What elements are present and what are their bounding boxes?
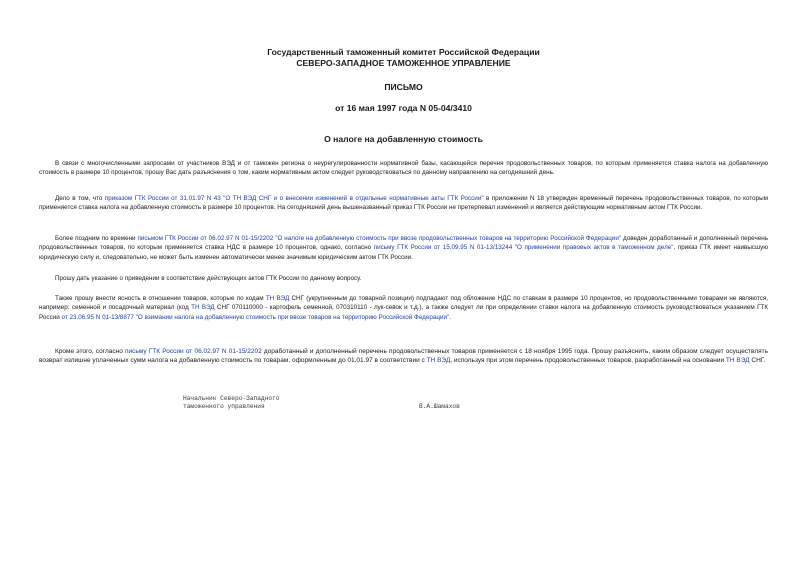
paragraph-3 <box>39 234 768 262</box>
paragraph-text: СНГ. <box>749 357 766 365</box>
paragraph-text: СНГ 070110000 - картофель семенной, 070310110 - лук-севок и т.д.), а также следует ли при определении ставки налога на добавленную стоимость руководствоваться указанием ГТК России <box>39 304 768 321</box>
agency-name: Государственный таможенный комитет Российской Федерации <box>267 47 540 57</box>
letter-8877-link[interactable]: от 23.06.95 N 01-13/8877 "О взимании налога на добавленную стоимость при ввозе товаров на территорию Российской Федерации" <box>61 313 450 321</box>
order-43-link[interactable]: приказом ГТК России от 31.01.97 N 43 "О ТН ВЭД СНГ и о внесении изменений в отдельные нормативные акты ГТК России" <box>104 195 484 202</box>
paragraph-text: Также прошу внести ясность в отношении товаров, которые по кодам <box>55 295 266 302</box>
signatory-position: Начальник Северо-Западного таможенного управления <box>183 395 280 410</box>
department-name: СЕВЕРО-ЗАПАДНОЕ ТАМОЖЕННОЕ УПРАВЛЕНИЕ <box>296 58 511 68</box>
paragraph-text: Дело в том, что <box>55 195 105 202</box>
document-type: ПИСЬМО <box>384 82 423 92</box>
paragraph-6 <box>39 347 768 366</box>
letter-13244-link[interactable]: письму ГТК России от 15.09.95 N 01-13/13244 "О применении правовых актов в таможенном деле" <box>373 244 674 252</box>
paragraph-text: доведен доработанный и дополненный перечень продовольственных товаров, по которым применяется ставка НДС в размере 10 процентов, однако, согласно <box>39 235 768 252</box>
paragraph-text: доработанный и дополненный перечень продовольственных товаров применяется с 18 ноября 1995 года. Прошу разъяснить, каким образом следует осуществлять возврат излишне уплаченных сумм налога на добавленную стоимость по товарам, оформленным до 01.01.97 в соответствии с <box>39 348 769 365</box>
paragraph-4: Прошу дать указание о приведении в соответствие действующих актов ГТК России по данному вопросу. <box>55 275 362 282</box>
paragraph-text: , приказ ГТК имеет наивысшую юридическую силу и, следовательно, не может быть изменен автоматически менее значимым юридическим актом ГТК России. <box>39 244 768 261</box>
paragraph-5 <box>39 294 768 322</box>
signatory-name: В.А.Шамахов <box>419 403 460 410</box>
letter-2202-link[interactable]: письмом ГТК России от 06.02.97 N 01-15/2202 "О налоге на добавленную стоимость при ввозе продовольственных товаров на территорию Российской Федерации" <box>137 235 622 242</box>
paragraph-1: В связи с многочисленными запросами от участников ВЭД и от таможен региона о неурегулированности нормативной базы, касающейся перечня продовольственных товаров, по которым применяется ставка налога на добавленную стоимость в размере 10 процентов, прошу Вас дать разъяснения о том, каким нормативным актом следует руководствоваться по данному направлению на сегодняшний день. <box>39 160 768 177</box>
tn-ved-link[interactable]: ТН ВЭД <box>725 357 750 365</box>
paragraph-2 <box>39 194 768 213</box>
paragraph-text: , используя при этом перечень продовольственных товаров, разработанный на основании <box>450 357 726 365</box>
tn-ved-link[interactable]: ТН ВЭД <box>191 304 215 312</box>
paragraph-text: Кроме этого, согласно <box>55 348 126 355</box>
paragraph-text: СНГ (укрупненным до товарной позиции) подпадают под обложение НДС по ставкам в размере 10 процентов, но продовольственными товарами не являются, например: семенной и посадочный материал (код <box>39 295 768 312</box>
paragraph-text: Более поздним по времени <box>55 235 138 242</box>
paragraph-text: . <box>449 313 451 321</box>
document-date: от 16 мая 1997 года N 05-04/3410 <box>335 103 472 113</box>
document-title: О налоге на добавленную стоимость <box>324 134 483 144</box>
letter-2202-link[interactable]: письму ГТК России от 06.02.97 N 01-15/2202 <box>125 348 262 355</box>
paragraph-text: в приложении N 18 утвержден временный перечень продовольственных товаров, по которым применяется ставка налога на добавленную стоимость в размере 10 процентов. На сегодняшний день вышеназванный приказ ГТК России не претерпевал изменений и является действующим нормативным актом ГТК России. <box>39 195 768 212</box>
tn-ved-link[interactable]: ТН ВЭД <box>265 295 290 302</box>
tn-ved-link[interactable]: ТН ВЭД <box>426 357 451 365</box>
